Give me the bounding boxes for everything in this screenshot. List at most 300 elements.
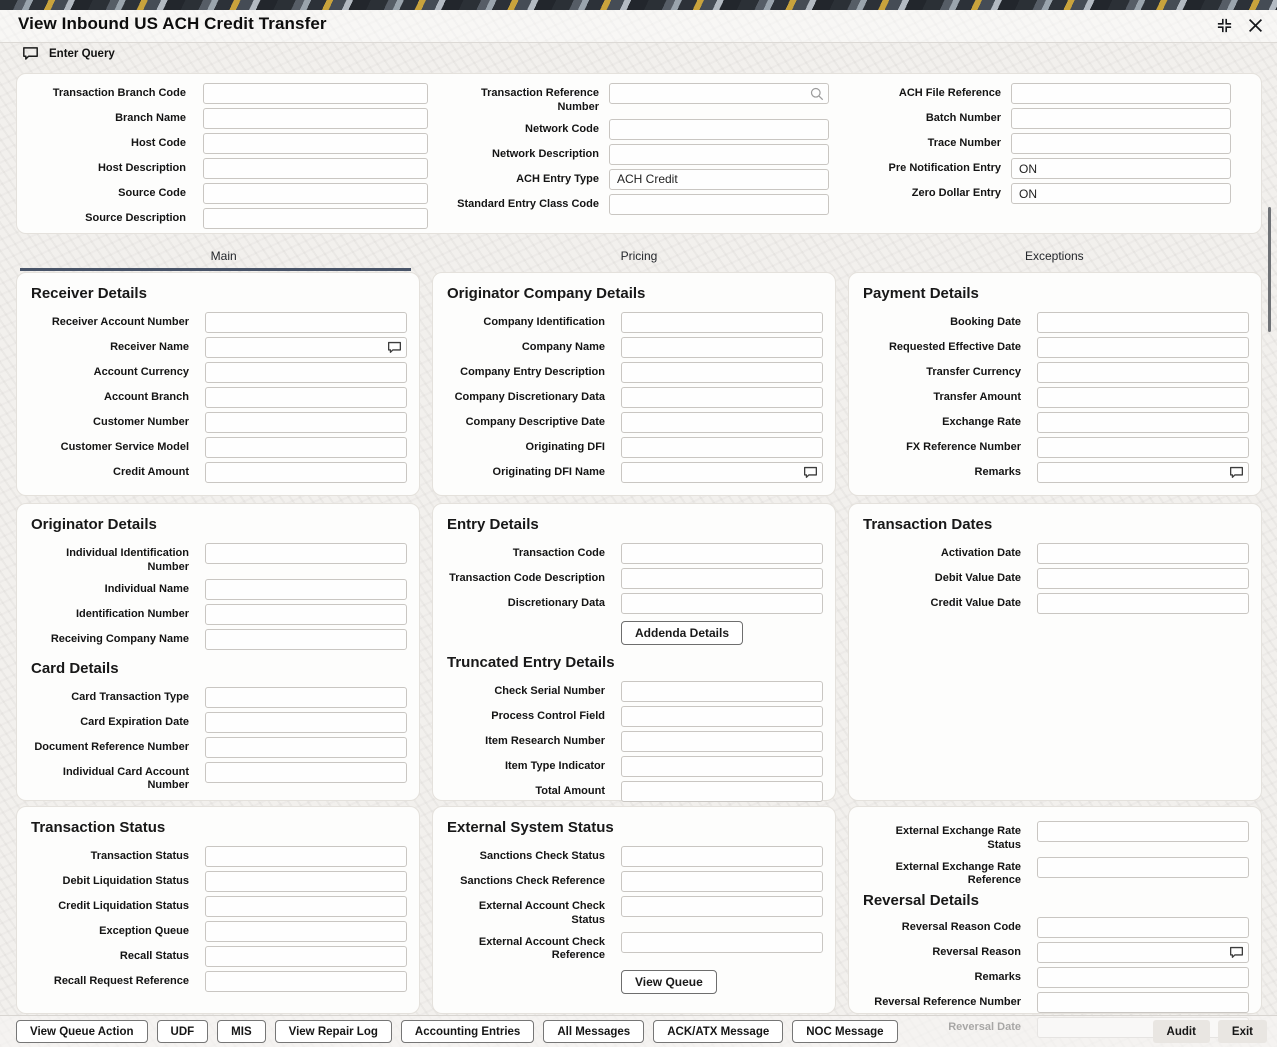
tab-main[interactable] — [16, 240, 431, 271]
field-input-wrap — [205, 946, 407, 967]
sanctions-check-reference-input[interactable] — [621, 871, 823, 892]
field-input-wrap — [1037, 857, 1249, 878]
field-input-wrap — [205, 762, 407, 783]
card-transaction-type-input[interactable] — [205, 687, 407, 708]
field-row — [445, 462, 823, 483]
pre-notification-entry-label: Pre Notification Entry — [888, 162, 1001, 174]
comment-bubble-icon[interactable] — [803, 466, 818, 479]
section-title: Transaction Dates — [863, 516, 993, 533]
page-title: View Inbound US ACH Credit Transfer — [18, 14, 327, 33]
receiving-company-name-label: Receiving Company Name — [50, 632, 189, 645]
discretionary-data-label: Discretionary Data — [507, 597, 605, 609]
transfer-currency-input[interactable] — [1037, 362, 1249, 383]
field-input-wrap — [205, 712, 407, 733]
field-input-wrap — [205, 871, 407, 892]
restore-window-icon[interactable] — [1216, 17, 1233, 34]
debit-value-date-input[interactable] — [1037, 568, 1249, 589]
exchange-rate-label: Exchange Rate — [942, 416, 1021, 428]
individual-name-input[interactable] — [205, 579, 407, 600]
field-row — [445, 593, 823, 614]
sanctions-check-status-input[interactable] — [621, 846, 823, 867]
field-input-wrap — [203, 183, 428, 204]
section-transaction-dates — [848, 503, 1262, 801]
field-input-wrap — [1037, 593, 1249, 614]
field-row — [851, 83, 1231, 104]
item-research-number-label: Item Research Number — [485, 735, 605, 747]
field-input-wrap — [621, 932, 823, 953]
section-originator-company-details — [432, 272, 836, 496]
item-type-indicator-label: Item Type Indicator — [504, 760, 605, 772]
transaction-code-description-input[interactable] — [621, 568, 823, 589]
ack-atx-message-button[interactable]: ACK/ATX Message — [653, 1020, 783, 1043]
field-input-wrap — [621, 462, 823, 483]
ach-entry-type-input[interactable] — [609, 169, 829, 190]
exit-button[interactable]: Exit — [1218, 1020, 1267, 1043]
field-input-wrap — [1011, 83, 1231, 104]
company-entry-description-label: Company Entry Description — [460, 366, 605, 378]
debit-value-date-label: Debit Value Date — [934, 572, 1021, 584]
originating-dfi-input[interactable] — [621, 437, 823, 458]
receiver-account-number-label: Receiver Account Number — [51, 316, 189, 328]
field-input-wrap — [1011, 183, 1231, 204]
field-row — [27, 183, 428, 204]
audit-button[interactable]: Audit — [1153, 1020, 1210, 1043]
field-row — [29, 712, 407, 733]
field-row — [445, 756, 823, 777]
field-row — [439, 119, 829, 140]
view-queue-button[interactable]: View Queue — [621, 970, 717, 994]
individual-card-account-number-input[interactable] — [205, 762, 407, 783]
trace-number-input[interactable] — [1011, 133, 1231, 154]
field-row — [861, 312, 1249, 333]
transfer-currency-label: Transfer Currency — [926, 366, 1021, 378]
field-row — [861, 967, 1249, 988]
customer-service-model-label: Customer Service Model — [60, 441, 189, 453]
credit-amount-input[interactable] — [205, 462, 407, 483]
transaction-code-input[interactable] — [621, 543, 823, 564]
remarks-label: Remarks — [974, 971, 1021, 983]
comment-bubble-icon[interactable] — [387, 341, 402, 354]
field-row — [861, 437, 1249, 458]
recall-status-label: Recall Status — [119, 950, 189, 962]
customer-number-input[interactable] — [205, 412, 407, 433]
section-reversal-details — [848, 806, 1262, 1014]
field-row — [439, 83, 829, 115]
external-exchange-rate-status-input[interactable] — [1037, 821, 1249, 842]
transaction-code-label: Transaction Code — [512, 547, 605, 559]
account-currency-label: Account Currency — [93, 366, 189, 378]
accounting-entries-button[interactable]: Accounting Entries — [401, 1020, 534, 1043]
query-column-3 — [851, 83, 1231, 208]
zero-dollar-entry-label: Zero Dollar Entry — [911, 187, 1001, 199]
external-account-check-reference-label: External Account Check Reference — [478, 935, 605, 962]
individual-identification-number-input[interactable] — [205, 543, 407, 564]
comment-bubble-icon[interactable] — [1229, 466, 1244, 479]
card-transaction-type-label: Card Transaction Type — [71, 690, 189, 703]
section-title: Receiver Details — [31, 285, 147, 302]
field-row — [29, 871, 407, 892]
account-currency-input[interactable] — [205, 362, 407, 383]
field-input-wrap — [205, 896, 407, 917]
item-research-number-input[interactable] — [621, 731, 823, 752]
field-row — [861, 917, 1249, 938]
field-input-wrap — [205, 387, 407, 408]
branch-name-label: Branch Name — [115, 112, 186, 124]
section-title: Originator Details — [31, 516, 157, 533]
pre-notification-entry-input[interactable] — [1011, 158, 1231, 179]
field-row — [29, 579, 407, 600]
transaction-reference-number-input[interactable] — [609, 83, 829, 104]
account-branch-input[interactable] — [205, 387, 407, 408]
credit-liquidation-status-input[interactable] — [205, 896, 407, 917]
sanctions-check-reference-label: Sanctions Check Reference — [460, 875, 605, 887]
debit-liquidation-status-input[interactable] — [205, 871, 407, 892]
field-row — [445, 932, 823, 964]
field-input-wrap — [1037, 992, 1249, 1013]
query-column-2 — [439, 83, 829, 219]
section-title: Payment Details — [863, 285, 979, 302]
booking-date-input[interactable] — [1037, 312, 1249, 333]
identification-number-input[interactable] — [205, 604, 407, 625]
document-reference-number-input[interactable] — [205, 737, 407, 758]
comment-bubble-icon[interactable] — [1229, 946, 1244, 959]
field-row — [445, 437, 823, 458]
field-row — [445, 412, 823, 433]
section-title: Entry Details — [447, 516, 539, 533]
total-amount-label: Total Amount — [535, 785, 605, 797]
receiver-account-number-input[interactable] — [205, 312, 407, 333]
field-row — [851, 133, 1231, 154]
credit-amount-label: Credit Amount — [113, 466, 189, 478]
branch-name-input[interactable] — [203, 108, 428, 129]
field-row — [445, 568, 823, 589]
company-discretionary-data-input[interactable] — [621, 387, 823, 408]
field-row — [29, 762, 407, 794]
company-descriptive-date-input[interactable] — [621, 412, 823, 433]
vertical-scrollbar-thumb[interactable] — [1268, 207, 1271, 332]
field-row — [29, 687, 407, 708]
process-control-field-input[interactable] — [621, 706, 823, 727]
originating-dfi-name-label: Originating DFI Name — [492, 466, 605, 478]
field-row — [29, 946, 407, 967]
tab-exceptions[interactable] — [847, 240, 1262, 271]
field-row — [445, 312, 823, 333]
reversal-reason-code-input[interactable] — [1037, 917, 1249, 938]
field-input-wrap — [621, 731, 823, 752]
host-description-input[interactable] — [203, 158, 428, 179]
field-row — [29, 604, 407, 625]
ach-file-reference-input[interactable] — [1011, 83, 1231, 104]
transaction-code-description-label: Transaction Code Description — [449, 572, 605, 584]
activation-date-label: Activation Date — [940, 547, 1021, 559]
field-input-wrap — [205, 687, 407, 708]
field-row — [861, 412, 1249, 433]
field-row — [851, 158, 1231, 179]
standard-entry-class-code-label: Standard Entry Class Code — [457, 197, 599, 210]
field-row — [861, 462, 1249, 483]
view-repair-log-button[interactable]: View Repair Log — [275, 1020, 392, 1043]
credit-liquidation-status-label: Credit Liquidation Status — [58, 900, 189, 912]
account-branch-label: Account Branch — [104, 391, 189, 403]
field-row — [445, 362, 823, 383]
recall-request-reference-input[interactable] — [205, 971, 407, 992]
field-input-wrap — [621, 543, 823, 564]
field-input-wrap — [205, 579, 407, 600]
section-payment-details — [848, 272, 1262, 496]
check-serial-number-label: Check Serial Number — [494, 685, 605, 697]
field-input-wrap — [621, 871, 823, 892]
field-row — [27, 133, 428, 154]
remarks-input[interactable] — [1037, 462, 1249, 483]
batch-number-label: Batch Number — [925, 112, 1001, 124]
noc-message-button[interactable]: NOC Message — [792, 1020, 897, 1043]
addenda-details-button[interactable]: Addenda Details — [621, 621, 743, 645]
identification-number-label: Identification Number — [75, 607, 189, 620]
external-exchange-rate-reference-label: External Exchange Rate Reference — [895, 860, 1021, 887]
total-amount-input[interactable] — [621, 781, 823, 802]
item-type-indicator-input[interactable] — [621, 756, 823, 777]
field-row — [861, 942, 1249, 963]
field-input-wrap — [1037, 362, 1249, 383]
field-input-wrap — [1037, 942, 1249, 963]
tab-bar — [16, 240, 1262, 271]
recall-request-reference-label: Recall Request Reference — [53, 975, 189, 987]
field-row — [29, 412, 407, 433]
field-input-wrap — [621, 412, 823, 433]
close-icon[interactable] — [1248, 18, 1263, 33]
tab-label: Pricing — [620, 248, 658, 263]
field-row — [445, 543, 823, 564]
tab-pricing[interactable] — [431, 240, 846, 271]
field-row — [861, 543, 1249, 564]
card-expiration-date-label: Card Expiration Date — [80, 715, 189, 728]
reversal-reference-number-label: Reversal Reference Number — [874, 996, 1021, 1008]
transaction-status-input[interactable] — [205, 846, 407, 867]
section-title: External System Status — [447, 819, 614, 836]
field-input-wrap — [203, 208, 428, 229]
section-entry-details — [432, 503, 836, 801]
requested-effective-date-input[interactable] — [1037, 337, 1249, 358]
field-row — [29, 629, 407, 650]
receiver-name-input[interactable] — [205, 337, 407, 358]
field-input-wrap — [1037, 821, 1249, 842]
field-input-wrap — [203, 108, 428, 129]
field-input-wrap — [1037, 437, 1249, 458]
section-title: Originator Company Details — [447, 285, 646, 302]
field-input-wrap — [205, 462, 407, 483]
window-controls — [1216, 17, 1263, 34]
sanctions-check-status-label: Sanctions Check Status — [479, 850, 605, 862]
field-input-wrap — [1011, 133, 1231, 154]
field-row — [445, 731, 823, 752]
zero-dollar-entry-input[interactable] — [1011, 183, 1231, 204]
field-row — [439, 144, 829, 165]
reversal-reason-input[interactable] — [1037, 942, 1249, 963]
title-bar — [0, 10, 1277, 43]
field-input-wrap — [621, 681, 823, 702]
section-title: Transaction Status — [31, 819, 166, 836]
field-input-wrap — [609, 83, 829, 104]
field-input-wrap — [1011, 158, 1231, 179]
field-row — [861, 821, 1249, 853]
field-input-wrap — [205, 921, 407, 942]
company-name-input[interactable] — [621, 337, 823, 358]
field-input-wrap — [205, 737, 407, 758]
company-name-label: Company Name — [521, 341, 605, 353]
field-input-wrap — [609, 144, 829, 165]
exception-queue-label: Exception Queue — [99, 925, 189, 937]
external-exchange-rate-status-label: External Exchange Rate Status — [895, 825, 1021, 851]
query-column-1 — [27, 83, 428, 233]
search-icon[interactable] — [810, 87, 824, 101]
field-row — [27, 83, 428, 104]
decorative-top-band — [0, 0, 1277, 10]
credit-value-date-label: Credit Value Date — [930, 597, 1021, 609]
view-queue-action-button[interactable]: View Queue Action — [16, 1020, 148, 1043]
transfer-amount-label: Transfer Amount — [933, 391, 1021, 403]
activation-date-input[interactable] — [1037, 543, 1249, 564]
field-input-wrap — [1011, 108, 1231, 129]
field-input-wrap — [609, 119, 829, 140]
field-row — [445, 781, 823, 802]
host-code-label: Host Code — [131, 137, 186, 149]
credit-value-date-input[interactable] — [1037, 593, 1249, 614]
source-code-input[interactable] — [203, 183, 428, 204]
reversal-reason-label: Reversal Reason — [932, 946, 1021, 958]
company-discretionary-data-label: Company Discretionary Data — [454, 391, 605, 403]
field-input-wrap — [1037, 917, 1249, 938]
field-row — [851, 108, 1231, 129]
field-row — [29, 337, 407, 358]
company-identification-label: Company Identification — [483, 316, 605, 328]
reversal-reference-number-input[interactable] — [1037, 992, 1249, 1013]
field-input-wrap — [205, 437, 407, 458]
field-row — [439, 194, 829, 215]
network-description-input[interactable] — [609, 144, 829, 165]
field-input-wrap — [205, 412, 407, 433]
debit-liquidation-status-label: Debit Liquidation Status — [62, 875, 189, 887]
company-entry-description-input[interactable] — [621, 362, 823, 383]
batch-number-input[interactable] — [1011, 108, 1231, 129]
network-code-input[interactable] — [609, 119, 829, 140]
field-input-wrap — [203, 83, 428, 104]
field-row — [861, 593, 1249, 614]
tab-label: Exceptions — [1024, 248, 1084, 263]
comment-bubble-icon — [22, 46, 39, 61]
customer-number-label: Customer Number — [93, 416, 189, 428]
tab-label: Main — [210, 248, 237, 263]
host-code-input[interactable] — [203, 133, 428, 154]
fx-reference-number-input[interactable] — [1037, 437, 1249, 458]
source-code-label: Source Code — [118, 187, 186, 199]
field-input-wrap — [621, 337, 823, 358]
field-input-wrap — [205, 604, 407, 625]
transfer-amount-input[interactable] — [1037, 387, 1249, 408]
field-row — [29, 971, 407, 992]
company-identification-input[interactable] — [621, 312, 823, 333]
field-row — [445, 896, 823, 928]
field-input-wrap — [205, 971, 407, 992]
field-input-wrap — [621, 593, 823, 614]
transaction-branch-code-input[interactable] — [203, 83, 428, 104]
receiving-company-name-input[interactable] — [205, 629, 407, 650]
field-row — [445, 871, 823, 892]
external-account-check-status-label: External Account Check Status — [478, 900, 605, 926]
document-reference-number-label: Document Reference Number — [34, 740, 189, 753]
field-input-wrap — [609, 169, 829, 190]
field-input-wrap — [1037, 337, 1249, 358]
individual-card-account-number-label: Individual Card Account Number — [62, 765, 189, 792]
field-input-wrap — [621, 781, 823, 802]
source-description-label: Source Description — [85, 212, 186, 224]
exchange-rate-input[interactable] — [1037, 412, 1249, 433]
field-input-wrap — [621, 568, 823, 589]
customer-service-model-input[interactable] — [205, 437, 407, 458]
transaction-reference-number-label: Transaction Reference Number — [481, 87, 599, 113]
section-receiver-details — [16, 272, 420, 496]
discretionary-data-input[interactable] — [621, 593, 823, 614]
host-description-label: Host Description — [97, 162, 186, 174]
section-title: Reversal Details — [863, 892, 979, 909]
card-expiration-date-input[interactable] — [205, 712, 407, 733]
remarks-input[interactable] — [1037, 967, 1249, 988]
field-input-wrap — [203, 133, 428, 154]
individual-identification-number-label: Individual Identification Number — [66, 547, 189, 573]
external-exchange-rate-reference-input[interactable] — [1037, 857, 1249, 878]
field-input-wrap — [621, 896, 823, 917]
field-row — [29, 462, 407, 483]
external-account-check-status-input[interactable] — [621, 896, 823, 917]
all-messages-button[interactable]: All Messages — [543, 1020, 644, 1043]
section-title: Truncated Entry Details — [447, 654, 615, 671]
field-row — [851, 183, 1231, 204]
field-row — [861, 568, 1249, 589]
field-row — [861, 992, 1249, 1013]
field-input-wrap — [609, 194, 829, 215]
field-row — [445, 706, 823, 727]
field-row — [29, 312, 407, 333]
source-description-input[interactable] — [203, 208, 428, 229]
originating-dfi-label: Originating DFI — [525, 441, 605, 453]
network-code-label: Network Code — [525, 122, 599, 135]
transaction-status-label: Transaction Status — [90, 850, 189, 862]
check-serial-number-input[interactable] — [621, 681, 823, 702]
field-row — [861, 337, 1249, 358]
field-row — [445, 387, 823, 408]
mis-button[interactable]: MIS — [217, 1020, 265, 1043]
field-row — [29, 921, 407, 942]
field-input-wrap — [621, 387, 823, 408]
company-descriptive-date-label: Company Descriptive Date — [465, 416, 605, 428]
field-input-wrap — [1037, 387, 1249, 408]
exception-queue-input[interactable] — [205, 921, 407, 942]
field-input-wrap — [1037, 568, 1249, 589]
field-row — [27, 208, 428, 229]
external-account-check-reference-input[interactable] — [621, 932, 823, 953]
booking-date-label: Booking Date — [950, 316, 1021, 328]
field-row — [445, 846, 823, 867]
standard-entry-class-code-input[interactable] — [609, 194, 829, 215]
field-row — [29, 437, 407, 458]
field-row — [29, 387, 407, 408]
udf-button[interactable]: UDF — [157, 1020, 209, 1043]
originating-dfi-name-input[interactable] — [621, 462, 823, 483]
field-input-wrap — [621, 437, 823, 458]
field-row — [29, 846, 407, 867]
recall-status-input[interactable] — [205, 946, 407, 967]
enter-query-button[interactable] — [22, 46, 115, 61]
trace-number-label: Trace Number — [927, 137, 1001, 149]
